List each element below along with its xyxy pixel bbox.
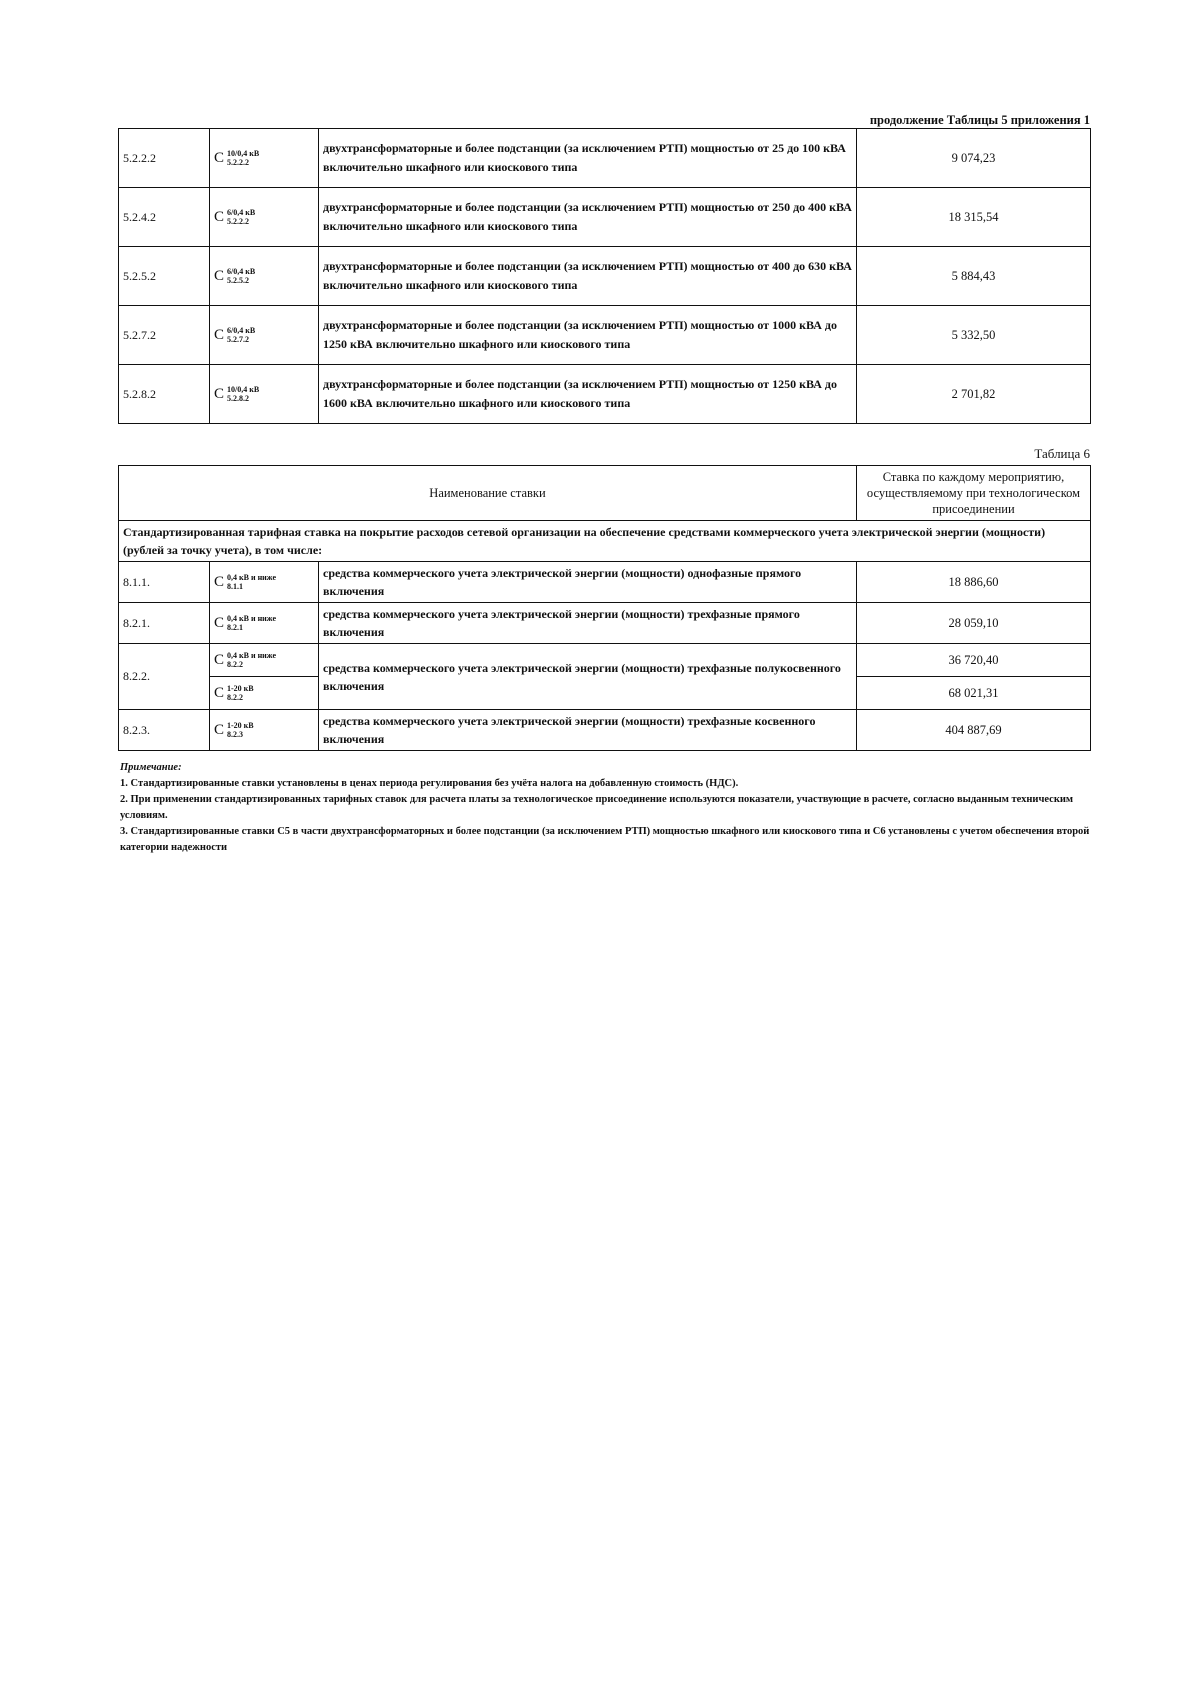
row-description: двухтрансформаторные и более подстанции (за исключением РТП) мощностью от 25 до 100 кВА включительно шкафного или киоскового типа [319, 129, 857, 188]
symbol-superscript: 6/0,4 кВ [227, 326, 256, 335]
table-row [119, 306, 1091, 365]
row-description: средства коммерческого учета электрической энергии (мощности) трехфазные косвенного включения [319, 710, 857, 751]
table6-group-row [119, 521, 1091, 562]
row-code: 8.2.3. [119, 710, 210, 751]
header-rate-name: Наименование ставки [119, 466, 857, 521]
symbol-superscript: 0,4 кВ и ниже [227, 573, 277, 582]
row-description: средства коммерческого учета электрической энергии (мощности) трехфазные прямого включения [319, 603, 857, 644]
row-value: 36 720,40 [857, 644, 1091, 677]
rate-symbol: C 10/0,4 кВ 5.2.8.2 [210, 365, 319, 424]
group-label: Стандартизированная тарифная ставка на покрытие расходов сетевой организации на обеспечение средствами коммерческого учета электрической энергии (мощности) (рублей за точку учета), в том числе: [119, 521, 1091, 562]
table-row [119, 644, 1091, 677]
table6-caption: Таблица 6 [1034, 446, 1090, 461]
symbol-superscript: 10/0,4 кВ [227, 149, 260, 158]
table5-continuation-caption: продолжение Таблицы 5 приложения 1 [869, 113, 1090, 127]
row-value: 2 701,82 [857, 365, 1091, 424]
row-value: 5 332,50 [857, 306, 1091, 365]
row-description: двухтрансформаторные и более подстанции (за исключением РТП) мощностью от 1250 кВА до 1600 кВА включительно шкафного или киоскового типа [319, 365, 857, 424]
symbol-subscript: 8.2.3 [227, 730, 244, 739]
row-code: 5.2.4.2 [119, 188, 210, 247]
row-description: средства коммерческого учета электрической энергии (мощности) трехфазные полукосвенного включения [319, 644, 857, 710]
table-row [119, 247, 1091, 306]
row-value: 18 886,60 [857, 562, 1091, 603]
row-description: средства коммерческого учета электрической энергии (мощности) однофазные прямого включения [319, 562, 857, 603]
row-description: двухтрансформаторные и более подстанции (за исключением РТП) мощностью от 400 до 630 кВА включительно шкафного или киоскового типа [319, 247, 857, 306]
row-value: 5 884,43 [857, 247, 1091, 306]
row-value: 404 887,69 [857, 710, 1091, 751]
table6 [118, 465, 1091, 751]
row-code: 5.2.2.2 [119, 129, 210, 188]
table-row [119, 129, 1091, 188]
rate-symbol: C 1-20 кВ 8.2.2 [210, 677, 319, 710]
note-item: 3. Стандартизированные ставки С5 в части двухтрансформаторных и более подстанции (за исключением РТП) мощностью шкафного или киоскового типа и С6 установлены с учетом обеспечения второй категории надежности [120, 826, 1090, 853]
symbol-superscript: 6/0,4 кВ [227, 208, 256, 217]
symbol-superscript: 1-20 кВ [227, 684, 254, 693]
rate-symbol: C 0,4 кВ и ниже 8.1.1 [210, 562, 319, 603]
symbol-subscript: 5.2.7.2 [227, 335, 250, 344]
rate-symbol: C 0,4 кВ и ниже 8.2.2 [210, 644, 319, 677]
symbol-subscript: 8.1.1 [227, 582, 244, 591]
row-description: двухтрансформаторные и более подстанции (за исключением РТП) мощностью от 1000 кВА до 1250 кВА включительно шкафного или киоскового типа [319, 306, 857, 365]
rate-symbol: C 6/0,4 кВ 5.2.5.2 [210, 247, 319, 306]
table-row [119, 710, 1091, 751]
symbol-superscript: 10/0,4 кВ [227, 385, 260, 394]
rate-symbol: C 6/0,4 кВ 5.2.7.2 [210, 306, 319, 365]
table-row [119, 188, 1091, 247]
symbol-subscript: 8.2.1 [227, 623, 244, 632]
row-value: 28 059,10 [857, 603, 1091, 644]
table-row [119, 603, 1091, 644]
table6-header-row [119, 466, 1091, 521]
table-row [119, 562, 1091, 603]
symbol-superscript: 6/0,4 кВ [227, 267, 256, 276]
row-code: 5.2.5.2 [119, 247, 210, 306]
table5 [118, 128, 1091, 424]
notes-title: Примечание: [120, 762, 182, 773]
symbol-superscript: 1-20 кВ [227, 721, 254, 730]
row-code: 5.2.7.2 [119, 306, 210, 365]
notes [120, 760, 1100, 856]
note-item: 2. При применении стандартизированных тарифных ставок для расчета платы за технологическое присоединение используются показатели, участвующие в расчете, согласно выданным техническим условиям. [120, 794, 1074, 821]
row-description: двухтрансформаторные и более подстанции (за исключением РТП) мощностью от 250 до 400 кВА включительно шкафного или киоскового типа [319, 188, 857, 247]
symbol-subscript: 5.2.8.2 [227, 394, 250, 403]
note-item: 1. Стандартизированные ставки установлены в ценах периода регулирования без учёта налога на добавленную стоимость (НДС). [120, 778, 739, 789]
rate-symbol: C 6/0,4 кВ 5.2.2.2 [210, 188, 319, 247]
row-code: 8.1.1. [119, 562, 210, 603]
table-row [119, 365, 1091, 424]
row-value: 68 021,31 [857, 677, 1091, 710]
row-code: 5.2.8.2 [119, 365, 210, 424]
row-code: 8.2.1. [119, 603, 210, 644]
rate-symbol: C 1-20 кВ 8.2.3 [210, 710, 319, 751]
symbol-subscript: 8.2.2 [227, 660, 244, 669]
symbol-subscript: 5.2.5.2 [227, 276, 250, 285]
rate-symbol: C 0,4 кВ и ниже 8.2.1 [210, 603, 319, 644]
symbol-superscript: 0,4 кВ и ниже [227, 614, 277, 623]
symbol-superscript: 0,4 кВ и ниже [227, 651, 277, 660]
header-rate-value: Ставка по каждому мероприятию, осуществляемому при технологическом присоединении [857, 466, 1091, 521]
symbol-subscript: 5.2.2.2 [227, 217, 250, 226]
row-code: 8.2.2. [119, 644, 210, 710]
symbol-subscript: 8.2.2 [227, 693, 244, 702]
row-value: 18 315,54 [857, 188, 1091, 247]
row-value: 9 074,23 [857, 129, 1091, 188]
symbol-subscript: 5.2.2.2 [227, 158, 250, 167]
rate-symbol: C 10/0,4 кВ 5.2.2.2 [210, 129, 319, 188]
